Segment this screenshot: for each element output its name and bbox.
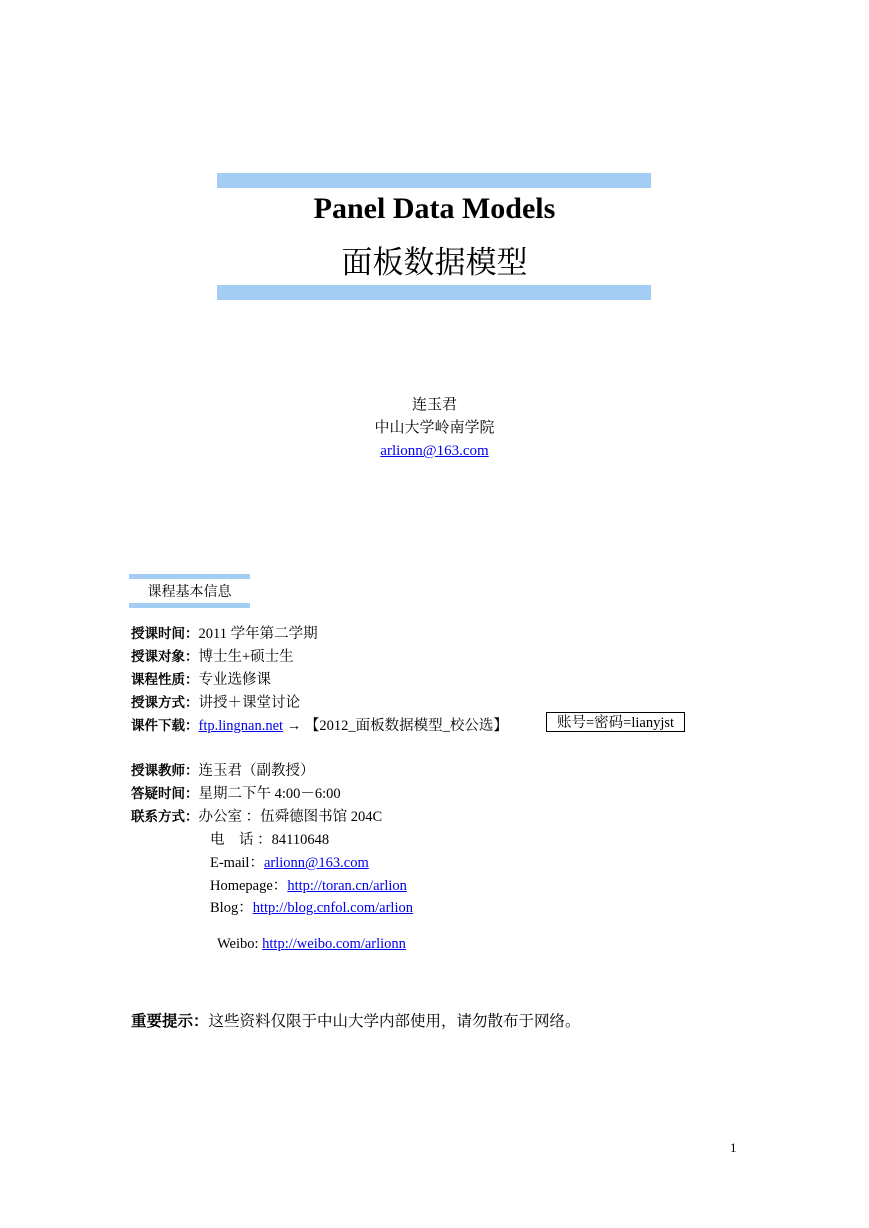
- homepage-line: [210, 874, 407, 895]
- contact-key: 联系方式：: [131, 809, 199, 825]
- document-title-chinese: 面板数据模型: [341, 245, 528, 281]
- section-top-rule: [129, 574, 250, 579]
- qa-time-key: 答疑时间：: [131, 786, 199, 802]
- weibo-label: Weibo:: [217, 936, 263, 952]
- weibo-line: [210, 919, 406, 953]
- qa-time-row: [131, 782, 341, 803]
- section-bottom-rule: [129, 603, 250, 608]
- email-line: [210, 851, 369, 872]
- blog-line: [210, 896, 413, 917]
- blog-label: Blog：: [210, 900, 253, 916]
- course-nature-row: [131, 668, 271, 689]
- phone-line: 电 话 ：84110648: [210, 832, 330, 848]
- author-block: [0, 394, 869, 463]
- course-download-key: 课件下载：: [131, 718, 199, 734]
- teacher-key: 授课教师：: [131, 763, 199, 779]
- course-time-row: [131, 622, 318, 643]
- homepage-link[interactable]: http://toran.cn/arlion: [287, 878, 407, 894]
- document-title-english: Panel Data Models: [313, 192, 556, 225]
- course-nature-key: 课程性质：: [131, 672, 199, 688]
- teacher-value: 连玉君（副教授）: [198, 763, 315, 779]
- weibo-link[interactable]: http://weibo.com/arlionn: [262, 936, 406, 952]
- title-bottom-rule: [217, 285, 651, 300]
- contact-row: [131, 805, 382, 826]
- course-download-row: [131, 714, 508, 735]
- author-affiliation: 中山大学岭南学院: [374, 420, 495, 436]
- notice-text: 这些资料仅限于中山大学内部使用，请勿散布于网络。: [208, 1012, 581, 1030]
- course-time-value: 2011 学年第二学期: [198, 626, 318, 642]
- course-target-value: 博士生+硕士生: [198, 649, 294, 665]
- blog-link[interactable]: http://blog.cnfol.com/arlion: [252, 900, 413, 916]
- ftp-link[interactable]: ftp.lingnan.net: [198, 718, 284, 734]
- author-name: 连玉君: [411, 397, 457, 413]
- course-mode-value: 讲授＋课堂讨论: [198, 695, 300, 711]
- title-top-rule: [217, 173, 651, 188]
- course-nature-value: 专业选修课: [198, 672, 271, 688]
- page-number: 1: [730, 1140, 737, 1155]
- homepage-label: Homepage：: [210, 878, 288, 894]
- qa-time-value: 星期二下午 4:00－6:00: [198, 786, 341, 802]
- notice-key: 重要提示：: [131, 1012, 209, 1030]
- section-header: [129, 574, 250, 608]
- course-mode-key: 授课方式：: [131, 695, 199, 711]
- course-target-row: [131, 645, 294, 666]
- download-path: 【2012_面板数据模型_校公选】: [304, 718, 508, 734]
- course-time-key: 授课时间：: [131, 626, 199, 642]
- course-target-key: 授课对象：: [131, 649, 199, 665]
- course-mode-row: [131, 691, 300, 712]
- author-email-link[interactable]: arlionn@163.com: [380, 443, 489, 459]
- section-label: 课程基本信息: [147, 584, 232, 600]
- email-label: E-mail：: [210, 855, 264, 871]
- email-link[interactable]: arlionn@163.com: [263, 855, 369, 871]
- arrow-icon: →: [283, 718, 305, 734]
- office-value: 办公室 ：伍舜德图书馆 204C: [198, 809, 383, 825]
- teacher-row: [131, 759, 315, 780]
- important-notice: [131, 1009, 581, 1031]
- account-box: 账号=密码=lianyjst: [546, 712, 685, 732]
